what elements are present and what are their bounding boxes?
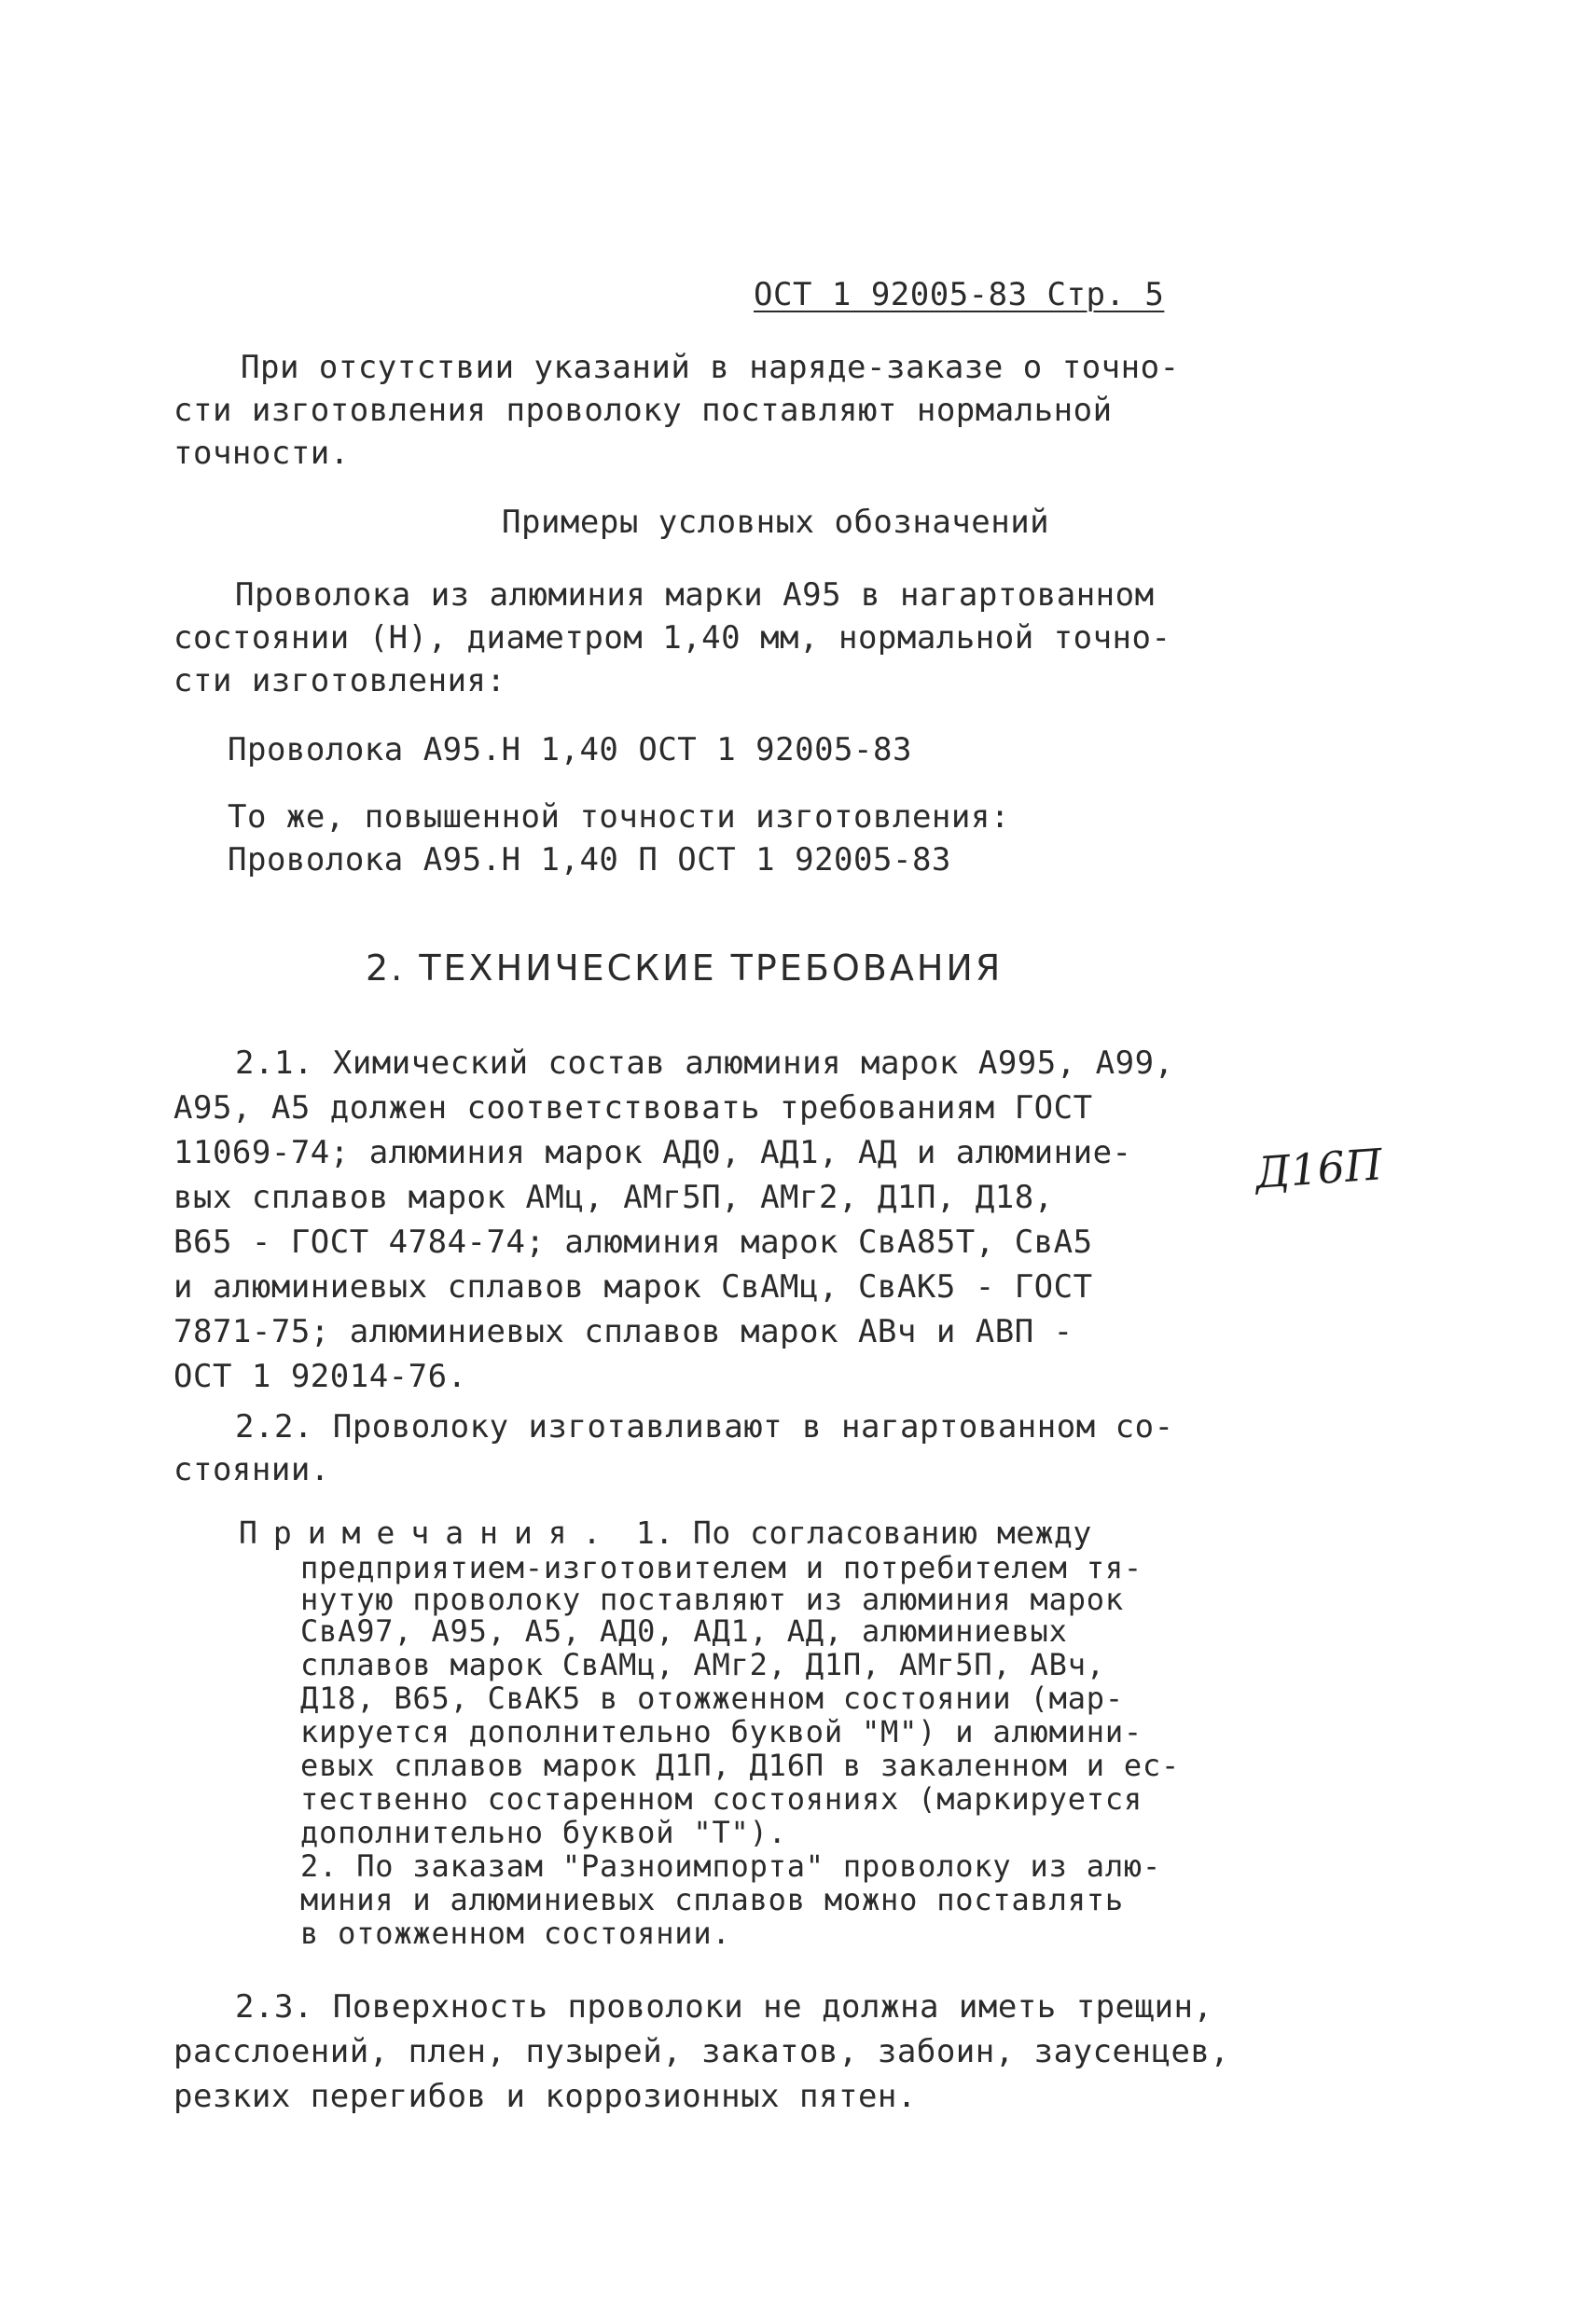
paragraph-2-2-line: стоянии. <box>173 1451 330 1488</box>
notes-first-line: 1. По согласованию между <box>635 1515 1092 1551</box>
section-title: 2. ТЕХНИЧЕСКИЕ ТРЕБОВАНИЯ <box>366 948 1004 989</box>
intro-line: сти изготовления проволоку поставляют нормальной <box>173 392 1113 429</box>
intro-line: точности. <box>173 435 350 472</box>
paragraph-2-1-line: вых сплавов марок АМц, АМг5П, АМг2, Д1П, Д18, <box>173 1179 1054 1216</box>
note-line: нутую проволоку поставляют из алюминия марок <box>300 1582 1124 1617</box>
notes-header <box>239 1515 1092 1552</box>
example-line: Проволока из алюминия марки А95 в нагартованном <box>235 576 1155 614</box>
designation-example-1: Проволока А95.Н 1,40 ОСТ 1 92005-83 <box>228 731 912 768</box>
paragraph-2-3-line: 2.3. Поверхность проволоки не должна иметь трещин, <box>235 1988 1213 2026</box>
designation-example-2: Проволока А95.Н 1,40 П ОСТ 1 92005-83 <box>228 841 951 878</box>
handwritten-insertion: Д16П <box>1254 1139 1384 1198</box>
note-line: в отожженном состоянии. <box>300 1916 731 1951</box>
paragraph-2-1-line: 7871-75; алюминиевых сплавов марок АВч и АВП - <box>173 1313 1074 1350</box>
note-line: дополнительно буквой "Т"). <box>300 1815 787 1850</box>
note-line: 2. По заказам "Разноимпорта" проволоку из алю- <box>300 1848 1162 1884</box>
examples-heading: Примеры условных обозначений <box>502 504 1050 541</box>
paragraph-2-1-line: 2.1. Химический состав алюминия марок А995, А99, <box>235 1044 1174 1082</box>
paragraph-2-1-line: и алюминиевых сплавов марок СвАМц, СвАК5 - ГОСТ <box>173 1268 1093 1306</box>
note-line: тественно состаренном состояниях (маркируется <box>300 1781 1143 1817</box>
note-line: миния и алюминиевых сплавов можно поставлять <box>300 1882 1124 1917</box>
paragraph-2-1-line: ОСТ 1 92014-76. <box>173 1358 467 1395</box>
note-line: СвА97, А95, А5, АД0, АД1, АД, алюминиевых <box>300 1613 1068 1649</box>
note-line: евых сплавов марок Д1П, Д16П в закаленном и ес- <box>300 1748 1181 1783</box>
example-line: То же, повышенной точности изготовления: <box>228 798 1010 836</box>
intro-line: При отсутствии указаний в наряде-заказе о точно- <box>241 349 1180 386</box>
example-line: сти изготовления: <box>173 662 506 699</box>
note-line: сплавов марок СвАМц, АМг2, Д1П, АМг5П, АВч, <box>300 1647 1105 1682</box>
document-header: ОСТ 1 92005-83 Стр. 5 <box>754 276 1165 313</box>
note-line: предприятием-изготовителем и потребителем тя- <box>300 1550 1143 1585</box>
paragraph-2-1-line: В65 - ГОСТ 4784-74; алюминия марок СвА85Т, СвА5 <box>173 1224 1093 1261</box>
paragraph-2-3-line: расслоений, плен, пузырей, закатов, забоин, заусенцев, <box>173 2033 1230 2070</box>
paragraph-2-1-line: А95, А5 должен соответствовать требованиям ГОСТ <box>173 1089 1093 1127</box>
note-line: Д18, В65, СвАК5 в отожженном состоянии (мар- <box>300 1681 1124 1716</box>
paragraph-2-3-line: резких перегибов и коррозионных пятен. <box>173 2078 917 2115</box>
example-line: состоянии (Н), диаметром 1,40 мм, нормальной точно- <box>173 619 1171 657</box>
paragraph-2-1-line: 11069-74; алюминия марок АД0, АД1, АД и алюминие- <box>173 1134 1132 1171</box>
notes-label: Примечания. <box>239 1515 617 1551</box>
note-line: кируется дополнительно буквой "М") и алюмини- <box>300 1714 1143 1750</box>
paragraph-2-2-line: 2.2. Проволоку изготавливают в нагартованном со- <box>235 1408 1174 1446</box>
